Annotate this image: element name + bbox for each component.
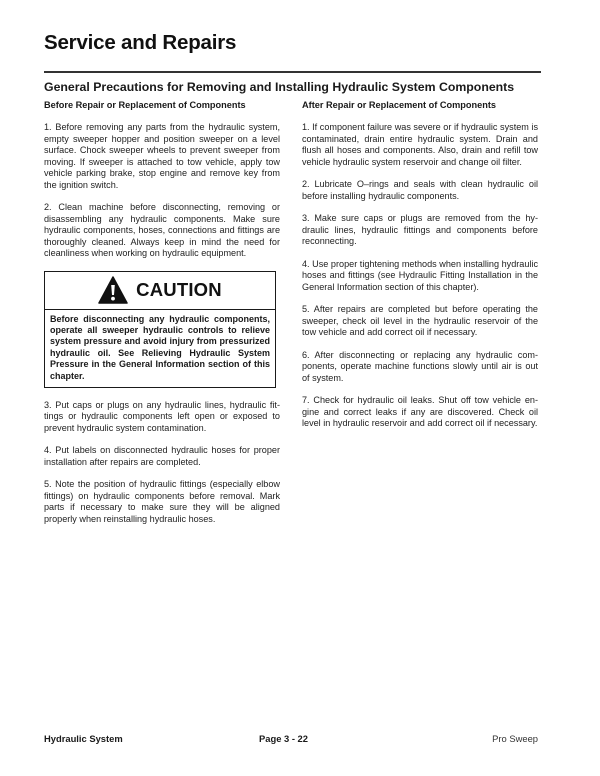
warning-triangle-icon <box>98 276 128 304</box>
caution-header <box>45 272 275 310</box>
after-step-2: 2. Lubricate O–rings and seals with clean hydraulic oil before installing hydraulic components. <box>302 179 538 201</box>
caution-label: CAUTION <box>136 279 222 300</box>
after-step-1: 1. If component failure was severe or if hydraulic system is contaminated, drain entire hydraulic system. Drain and flush all hoses and components. Also, drain and refill tow vehicle hydraulic system reservoir and change oil filter. <box>302 122 538 167</box>
before-step-5: 5. Note the position of hydraulic fittings (especially elbow fittings) on hydraulic components before removal. Mark parts if necessary to make sure they will be aligned properly when reinstalling hydraulic hoses. <box>44 479 280 524</box>
caution-text: Before disconnecting any hydraulic components, operate all sweeper hydraulic controls to relieve system pressure and avoid injury from pressurized hydraulic oil. See Relieving Hydraulic System Pressure in the General Information section of this chapter. <box>50 313 270 381</box>
footer-product: Pro Sweep <box>492 733 538 744</box>
left-column <box>44 100 280 536</box>
page-title: Service and Repairs <box>44 31 237 54</box>
after-step-7: 7. Check for hydraulic oil leaks. Shut off tow vehicle engine and correct leaks if any are discovered. Check oil level in hydraulic reservoir and add correct oil if necessary. <box>302 395 538 428</box>
footer-chapter: Hydraulic System <box>44 733 123 744</box>
after-step-6: 6. After disconnecting or replacing any hydraulic components, operate machine functions slowly until air is out of system. <box>302 349 538 383</box>
after-step-3: 3. Make sure caps or plugs are removed from the hydraulic lines, hydraulic fittings and components before reconnecting. <box>302 213 538 246</box>
before-step-1: 1. Before removing any parts from the hydraulic system, empty sweeper hopper and position sweeper on a level surface. Chock sweeper wheels to prevent sweeper from moving. If sweeper is attached to tow vehicle, apply tow vehicle parking brake, stop engine and remove key from the ignition switch. <box>44 122 280 190</box>
after-repair-heading: After Repair or Replacement of Components <box>302 100 496 110</box>
after-step-5: 5. After repairs are completed but before operating the sweeper, check oil level in the hydraulic reservoir of the tow vehicle and add correct oil if necessary. <box>302 304 538 337</box>
section-title: General Precautions for Removing and Installing Hydraulic System Components <box>44 80 515 94</box>
before-step-4: 4. Put labels on disconnected hydraulic hoses for proper installation after repairs are completed. <box>44 445 280 467</box>
before-repair-heading: Before Repair or Replacement of Components <box>44 100 246 110</box>
footer-page-number: Page 3 - 22 <box>259 733 308 744</box>
after-step-4: 4. Use proper tightening methods when installing hydraulic hoses and fittings (see Hydraulic Fitting Installation in the General Information section of this chapter). <box>302 258 538 292</box>
heading-rule <box>44 71 541 73</box>
caution-box <box>44 271 276 388</box>
before-step-2: 2. Clean machine before disconnecting, removing or disassembling any hydraulic components. Make sure hydraulic components, hoses, connections and fittings are thoroughly cleaned. Always keep in mind the need for cleanliness when working on hydraulic equipment. <box>44 202 280 258</box>
right-column <box>302 100 538 441</box>
before-step-3: 3. Put caps or plugs on any hydraulic lines, hydraulic fittings or hydraulic components left open or exposed to prevent hydraulic system contamination. <box>44 399 280 433</box>
